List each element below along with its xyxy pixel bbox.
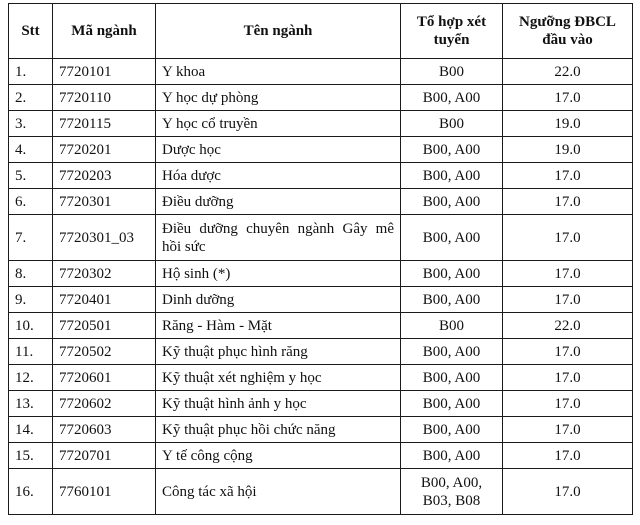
cell-subject-combination: B00, A00 <box>401 391 503 417</box>
cell-stt: 8. <box>9 261 53 287</box>
header-subject-combination: Tổ hợp xét tuyển <box>401 4 503 59</box>
table-row <box>9 59 633 85</box>
cell-major-name: Điều dưỡng chuyên ngành Gây mê hồi sức <box>156 215 401 261</box>
cell-major-name: Điều dưỡng <box>156 189 401 215</box>
cell-threshold-score: 17.0 <box>503 417 633 443</box>
cell-major-code: 7720115 <box>53 111 156 137</box>
cell-subject-combination: B00, A00 <box>401 339 503 365</box>
cell-major-name: Dinh dưỡng <box>156 287 401 313</box>
cell-major-code: 7720701 <box>53 443 156 469</box>
cell-stt: 16. <box>9 469 53 515</box>
table-row <box>9 215 633 261</box>
cell-subject-combination: B00, A00 <box>401 137 503 163</box>
cell-stt: 14. <box>9 417 53 443</box>
table-row <box>9 261 633 287</box>
cell-major-name: Kỹ thuật phục hình răng <box>156 339 401 365</box>
cell-stt: 12. <box>9 365 53 391</box>
cell-major-name: Hộ sinh (*) <box>156 261 401 287</box>
table-row <box>9 443 633 469</box>
table-row <box>9 339 633 365</box>
cell-major-name: Y học dự phòng <box>156 85 401 111</box>
cell-subject-combination: B00, A00 <box>401 163 503 189</box>
cell-stt: 9. <box>9 287 53 313</box>
cell-major-code: 7720110 <box>53 85 156 111</box>
header-quality-threshold: Ngưỡng ĐBCL đầu vào <box>503 4 633 59</box>
cell-subject-combination: B00, A00 <box>401 85 503 111</box>
cell-subject-combination: B00, A00 <box>401 443 503 469</box>
header-stt: Stt <box>9 4 53 59</box>
cell-major-name: Y học cổ truyền <box>156 111 401 137</box>
cell-threshold-score: 17.0 <box>503 339 633 365</box>
cell-subject-combination: B00 <box>401 59 503 85</box>
cell-major-code: 7720501 <box>53 313 156 339</box>
cell-major-code: 7720603 <box>53 417 156 443</box>
cell-threshold-score: 22.0 <box>503 313 633 339</box>
admissions-threshold-table <box>8 3 633 515</box>
cell-threshold-score: 19.0 <box>503 111 633 137</box>
cell-threshold-score: 17.0 <box>503 365 633 391</box>
cell-threshold-score: 17.0 <box>503 261 633 287</box>
cell-threshold-score: 22.0 <box>503 59 633 85</box>
cell-major-name: Kỹ thuật phục hồi chức năng <box>156 417 401 443</box>
header-major-name: Tên ngành <box>156 4 401 59</box>
table-row <box>9 313 633 339</box>
cell-major-name: Răng - Hàm - Mặt <box>156 313 401 339</box>
cell-major-code: 7720401 <box>53 287 156 313</box>
cell-stt: 2. <box>9 85 53 111</box>
cell-stt: 5. <box>9 163 53 189</box>
table-row <box>9 391 633 417</box>
cell-threshold-score: 17.0 <box>503 287 633 313</box>
cell-major-name: Dược học <box>156 137 401 163</box>
cell-threshold-score: 17.0 <box>503 469 633 515</box>
cell-major-code: 7720301_03 <box>53 215 156 261</box>
cell-subject-combination: B00 <box>401 111 503 137</box>
cell-subject-combination: B00, A00 <box>401 365 503 391</box>
table-row <box>9 365 633 391</box>
cell-major-code: 7720601 <box>53 365 156 391</box>
cell-threshold-score: 17.0 <box>503 443 633 469</box>
cell-major-code: 7720101 <box>53 59 156 85</box>
cell-stt: 13. <box>9 391 53 417</box>
cell-subject-combination: B00, A00 <box>401 287 503 313</box>
table-header <box>9 4 633 59</box>
table-row <box>9 189 633 215</box>
header-major-code: Mã ngành <box>53 4 156 59</box>
cell-subject-combination: B00, A00, B03, B08 <box>401 469 503 515</box>
cell-major-code: 7720602 <box>53 391 156 417</box>
cell-stt: 4. <box>9 137 53 163</box>
cell-major-name: Kỹ thuật hình ảnh y học <box>156 391 401 417</box>
cell-threshold-score: 17.0 <box>503 215 633 261</box>
cell-major-code: 7720502 <box>53 339 156 365</box>
cell-threshold-score: 17.0 <box>503 189 633 215</box>
cell-subject-combination: B00, A00 <box>401 215 503 261</box>
table-row <box>9 469 633 515</box>
cell-major-code: 7720301 <box>53 189 156 215</box>
cell-major-code: 7720203 <box>53 163 156 189</box>
cell-stt: 10. <box>9 313 53 339</box>
cell-major-code: 7720302 <box>53 261 156 287</box>
cell-major-code: 7760101 <box>53 469 156 515</box>
cell-stt: 3. <box>9 111 53 137</box>
cell-threshold-score: 17.0 <box>503 85 633 111</box>
cell-stt: 7. <box>9 215 53 261</box>
cell-major-code: 7720201 <box>53 137 156 163</box>
cell-threshold-score: 19.0 <box>503 137 633 163</box>
table-body <box>9 59 633 515</box>
cell-subject-combination: B00, A00 <box>401 261 503 287</box>
cell-stt: 6. <box>9 189 53 215</box>
table-row <box>9 417 633 443</box>
cell-major-name: Hóa dược <box>156 163 401 189</box>
cell-stt: 11. <box>9 339 53 365</box>
cell-major-name: Y khoa <box>156 59 401 85</box>
table-row <box>9 287 633 313</box>
table-row <box>9 163 633 189</box>
cell-subject-combination: B00, A00 <box>401 189 503 215</box>
cell-stt: 1. <box>9 59 53 85</box>
cell-major-name: Y tế công cộng <box>156 443 401 469</box>
table-row <box>9 85 633 111</box>
cell-major-name: Công tác xã hội <box>156 469 401 515</box>
cell-major-name: Kỹ thuật xét nghiệm y học <box>156 365 401 391</box>
cell-subject-combination: B00, A00 <box>401 417 503 443</box>
cell-stt: 15. <box>9 443 53 469</box>
cell-subject-combination: B00 <box>401 313 503 339</box>
table-row <box>9 111 633 137</box>
table-row <box>9 137 633 163</box>
cell-threshold-score: 17.0 <box>503 391 633 417</box>
header-row <box>9 4 633 59</box>
cell-threshold-score: 17.0 <box>503 163 633 189</box>
